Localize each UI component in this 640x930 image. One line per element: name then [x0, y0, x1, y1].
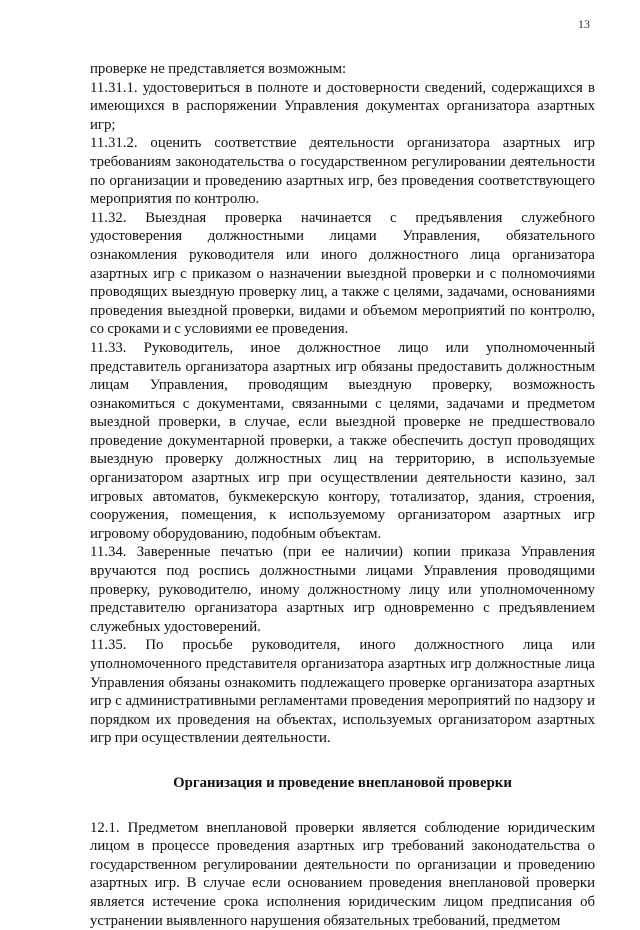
- paragraph-11-31-2: 11.31.2. оценить соответствие деятельности организатора азартных игр требованиям законодательства о государственном регулировании деятельности по организации и проведению азартных игр, без проведения соответствующего мероприятия по контролю.: [90, 135, 595, 208]
- paragraph-11-35: 11.35. По просьбе руководителя, иного должностного лица или уполномоченного представителя организатора азартных игр должностные лица Управления обязаны ознакомить подлежащего проверке организатора азартных игр с административными регламентами проведения мероприятий по надзору и порядком их проведения на объектах, используемых организатором азартных игр при осуществлении деятельности.: [90, 637, 595, 747]
- paragraph-11-34: 11.34. Заверенные печатью (при ее наличии) копии приказа Управления вручаются под роспись должностными лицами Управления проводящими проверку, руководителю, иному должностному лицу или уполномоченному представителю организатора азартных игр одновременно с предъявлением служебных удостоверений.: [90, 544, 595, 635]
- paragraph-11-32: 11.32. Выездная проверка начинается с предъявления служебного удостоверения должностными лицами Управления, обязательного ознакомления руководителя или иного должностного лица организатора азартных игр с приказом о назначении выездной проверки и с полномочиями проводящих выездную проверку лиц, а также с целями, задачами, основаниями проведения выездной проверки, видами и объемом мероприятий по контролю, со сроками и с условиями ее проведения.: [90, 209, 595, 338]
- document-body: [90, 60, 595, 930]
- page-number: 13: [578, 17, 590, 31]
- paragraph-continuation: проверке не представляется возможным:: [90, 61, 347, 77]
- paragraph-11-31-1: 11.31.1. удостовериться в полноте и достоверности сведений, содержащихся в имеющихся в распоряжении Управления документах организатора азартных игр;: [90, 79, 595, 133]
- paragraph-11-33: 11.33. Руководитель, иное должностное лицо или уполномоченный представитель организатора азартных игр обязаны предоставить должностным лицам Управления, проводящим выездную проверку, возможность ознакомиться с документами, связанными с целями, задачами и предметом выездной проверки, в случае, если выездной проверке не предшествовало проведение документарной проверки, а также обеспечить доступ проводящих выездную проверку должностных лиц на территорию, в используемые организатором азартных игр при осуществлении деятельности казино, зал игровых автоматов, букмекерскую контору, тотализатор, здания, строения, сооружения, помещения, к используемому организатором азартных игр игровому оборудованию, подобным объектам.: [90, 339, 595, 542]
- paragraph-12-1: 12.1. Предметом внеплановой проверки является соблюдение юридическим лицом в процессе проведения азартных игр требований законодательства о государственном регулировании деятельности по организации и проведению азартных игр. В случае если основанием проведения внеплановой проверки является истечение срока исполнения юридическим лицом предписания об устранении выявленного нарушения обязательных требований, предметом: [90, 819, 595, 929]
- section-heading: Организация и проведение внеплановой проверки: [173, 774, 512, 791]
